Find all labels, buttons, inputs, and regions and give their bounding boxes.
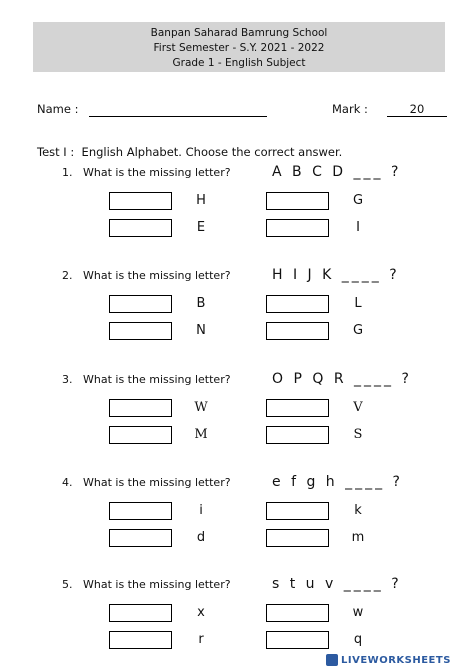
school-header xyxy=(33,22,445,72)
answer-checkbox[interactable] xyxy=(109,192,172,210)
answer-checkbox[interactable] xyxy=(109,219,172,237)
question-3 xyxy=(62,373,231,386)
answer-checkbox[interactable] xyxy=(266,219,329,237)
school-name: Banpan Saharad Bamrung School xyxy=(150,27,328,39)
answer-checkbox[interactable] xyxy=(109,295,172,313)
answer-option-label: m xyxy=(351,530,365,545)
answer-option-label: L xyxy=(354,296,362,311)
answer-checkbox[interactable] xyxy=(266,631,329,649)
question-prompt: What is the missing letter? xyxy=(83,476,231,489)
letter-sequence: s t u v ____ ? xyxy=(272,576,402,592)
answer-option-label: I xyxy=(356,220,360,235)
liveworksheets-logo-icon xyxy=(326,654,338,666)
answer-option-label: G xyxy=(352,323,364,338)
question-number: 4. xyxy=(62,476,73,489)
answer-checkbox[interactable] xyxy=(266,192,329,210)
question-prompt: What is the missing letter? xyxy=(83,269,231,282)
answer-option-label: w xyxy=(352,605,364,620)
mark-label: Mark : xyxy=(332,102,368,116)
answer-checkbox[interactable] xyxy=(109,426,172,444)
letter-sequence: e f g h ____ ? xyxy=(272,474,403,490)
answer-option-label: E xyxy=(196,220,206,235)
answer-option-label: G xyxy=(352,193,364,208)
answer-checkbox[interactable] xyxy=(109,502,172,520)
test-label: Test I : xyxy=(37,145,75,159)
liveworksheets-logo xyxy=(326,650,474,670)
answer-option-label: W xyxy=(194,400,208,415)
liveworksheets-logo-text: LIVEWORKSHEETS xyxy=(341,654,451,666)
answer-checkbox[interactable] xyxy=(109,399,172,417)
question-number: 2. xyxy=(62,269,73,282)
semester-line: First Semester - S.Y. 2021 - 2022 xyxy=(153,42,325,54)
answer-checkbox[interactable] xyxy=(266,399,329,417)
letter-sequence: A B C D ___ ? xyxy=(272,164,402,180)
question-4 xyxy=(62,476,231,489)
answer-checkbox[interactable] xyxy=(109,604,172,622)
letter-sequence: H I J K ____ ? xyxy=(272,267,400,283)
question-2 xyxy=(62,269,231,282)
answer-option-label: N xyxy=(196,323,206,338)
answer-checkbox[interactable] xyxy=(266,295,329,313)
answer-checkbox[interactable] xyxy=(109,529,172,547)
question-prompt: What is the missing letter? xyxy=(83,578,231,591)
grade-subject-line: Grade 1 - English Subject xyxy=(172,57,306,69)
answer-checkbox[interactable] xyxy=(266,322,329,340)
question-number: 1. xyxy=(62,166,73,179)
question-5 xyxy=(62,578,231,591)
answer-checkbox[interactable] xyxy=(266,426,329,444)
name-field[interactable] xyxy=(89,116,267,117)
answer-option-label: r xyxy=(198,632,204,647)
answer-checkbox[interactable] xyxy=(109,322,172,340)
question-number: 5. xyxy=(62,578,73,591)
question-prompt: What is the missing letter? xyxy=(83,373,231,386)
answer-option-label: d xyxy=(196,530,206,545)
answer-option-label: M xyxy=(194,427,208,442)
answer-option-label: S xyxy=(353,427,363,442)
mark-line xyxy=(387,116,447,117)
answer-option-label: B xyxy=(196,296,206,311)
answer-option-label: H xyxy=(196,193,206,208)
answer-option-label: x xyxy=(197,605,205,620)
mark-value: 20 xyxy=(409,102,425,116)
answer-checkbox[interactable] xyxy=(266,502,329,520)
answer-option-label: q xyxy=(353,632,363,647)
question-1 xyxy=(62,166,231,179)
letter-sequence: O P Q R ____ ? xyxy=(272,371,412,387)
answer-checkbox[interactable] xyxy=(266,529,329,547)
name-label: Name : xyxy=(37,102,79,116)
answer-option-label: V xyxy=(353,400,363,415)
answer-option-label: i xyxy=(199,503,203,518)
question-number: 3. xyxy=(62,373,73,386)
answer-option-label: k xyxy=(354,503,362,518)
question-prompt: What is the missing letter? xyxy=(83,166,231,179)
test-instructions: English Alphabet. Choose the correct answer. xyxy=(81,145,343,159)
answer-checkbox[interactable] xyxy=(266,604,329,622)
test-instructions-row xyxy=(37,145,342,159)
answer-checkbox[interactable] xyxy=(109,631,172,649)
